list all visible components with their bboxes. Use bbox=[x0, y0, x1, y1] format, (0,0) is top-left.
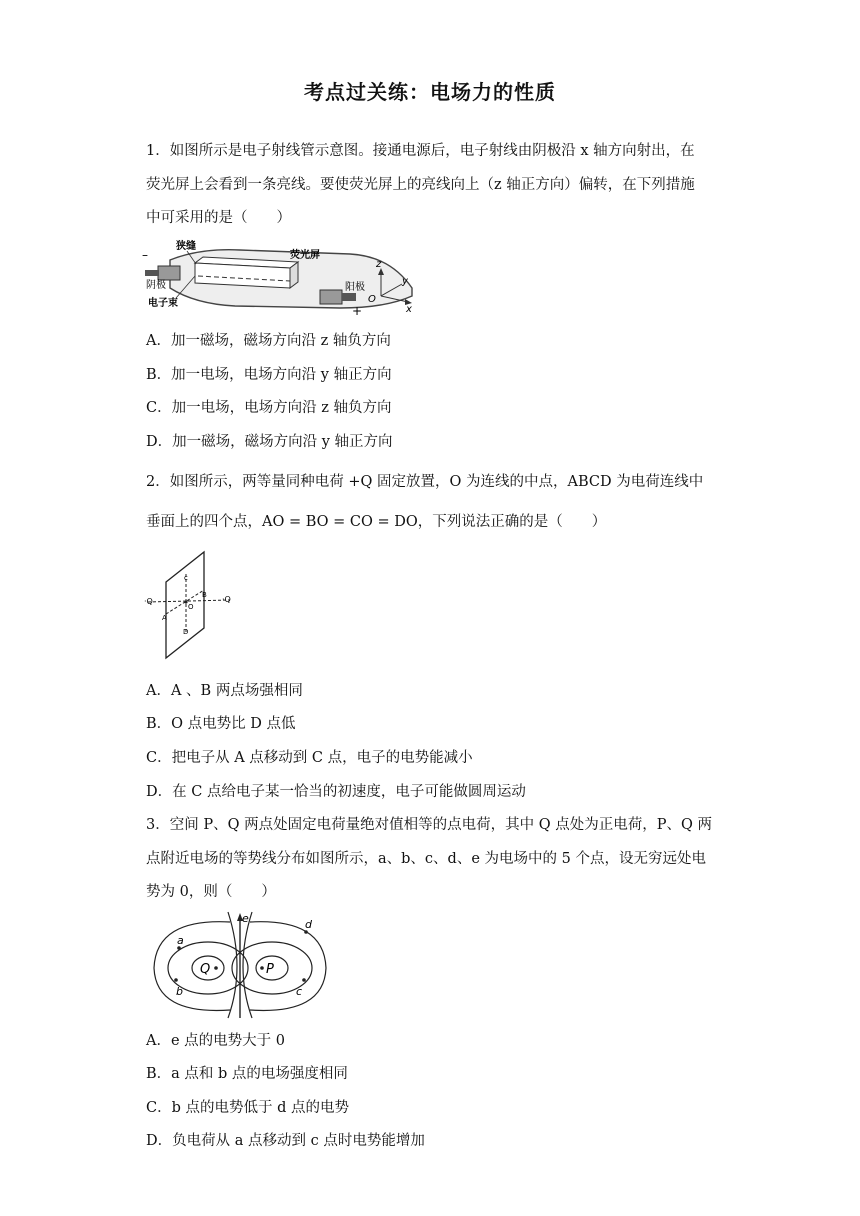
point-o-label: O bbox=[188, 603, 194, 611]
cathode-electrode bbox=[158, 266, 180, 280]
q2-option-b: B．O 点电势比 D 点低 bbox=[146, 716, 296, 732]
anode-label: 阳极 bbox=[345, 282, 365, 293]
q2-line-1: 2．如图所示，两等量同种电荷 +Q 固定放置，O 为连线的中点，ABCD 为电荷连线中 bbox=[146, 474, 704, 490]
z-axis-label: z bbox=[376, 259, 382, 270]
charge-q-label: Q bbox=[200, 962, 211, 977]
beam-label: 电子束 bbox=[148, 298, 178, 309]
q2-option-a: A．A 、B 两点场强相同 bbox=[146, 683, 303, 699]
point-e-label: e bbox=[242, 912, 249, 925]
q3-option-d: D．负电荷从 a 点移动到 c 点时电势能增加 bbox=[146, 1133, 425, 1149]
origin-label: O bbox=[368, 294, 376, 305]
q2-option-c: C．把电子从 A 点移动到 C 点，电子的电势能减小 bbox=[146, 750, 473, 766]
point-a-label: a bbox=[177, 934, 184, 947]
electron-tube-figure bbox=[140, 238, 430, 318]
q1-line-2: 荧光屏上会看到一条亮线。要使荧光屏上的亮线向上（z 轴正方向）偏转，在下列措施 bbox=[146, 177, 695, 193]
charge-q-right-label: ·Q bbox=[222, 595, 231, 604]
screen-label: 荧光屏 bbox=[290, 250, 320, 261]
q2-option-d: D．在 C 点给电子某一恰当的初速度，电子可能做圆周运动 bbox=[146, 784, 526, 800]
equipotential-figure bbox=[146, 910, 336, 1020]
point-c-label: c bbox=[184, 574, 188, 582]
q1-option-a: A．加一磁场，磁场方向沿 z 轴负方向 bbox=[146, 333, 391, 349]
point-a-label: A bbox=[162, 614, 167, 622]
q1-line-1: 1．如图所示是电子射线管示意图。接通电源后，电子射线由阴极沿 x 轴方向射出，在 bbox=[146, 143, 695, 159]
page-title: 考点过关练：电场力的性质 bbox=[304, 80, 556, 104]
q1-line-3: 中可采用的是（ ） bbox=[146, 210, 291, 226]
q3-line-1: 3．空间 P、Q 两点处固定电荷量绝对值相等的点电荷，其中 Q 点处为正电荷，P、Q 两 bbox=[146, 817, 712, 833]
charge-p-label: P bbox=[266, 962, 274, 977]
q3-line-3: 势为 0，则（ ） bbox=[146, 884, 276, 900]
plus-label: + bbox=[352, 304, 363, 318]
x-axis-label: x bbox=[406, 304, 412, 315]
y-axis-label: y bbox=[402, 276, 408, 287]
charges-plane-figure bbox=[140, 550, 240, 665]
q3-option-c: C．b 点的电势低于 d 点的电势 bbox=[146, 1100, 349, 1116]
q1-option-d: D．加一磁场，磁场方向沿 y 轴正方向 bbox=[146, 434, 393, 450]
point-b-label: B bbox=[202, 591, 207, 599]
cathode-label: 阴极 bbox=[146, 280, 166, 291]
q1-option-b: B．加一电场，电场方向沿 y 轴正方向 bbox=[146, 367, 392, 383]
charge-q-left-label: ·Q bbox=[144, 597, 153, 606]
slit-label: 狭缝 bbox=[176, 241, 196, 252]
point-b-label: b bbox=[176, 985, 183, 998]
point-d-label: D bbox=[183, 628, 189, 636]
q3-option-b: B．a 点和 b 点的电场强度相同 bbox=[146, 1066, 348, 1082]
point-c-label: c bbox=[296, 985, 303, 998]
q3-line-2: 点附近电场的等势线分布如图所示，a、b、c、d、e 为电场中的 5 个点，设无穷远处电 bbox=[146, 851, 706, 867]
anode-electrode bbox=[320, 290, 342, 304]
q1-option-c: C．加一电场，电场方向沿 z 轴负方向 bbox=[146, 400, 392, 416]
q3-option-a: A．e 点的电势大于 0 bbox=[146, 1033, 285, 1049]
minus-label: – bbox=[142, 248, 148, 262]
point-d-label: d bbox=[305, 918, 312, 931]
q2-line-2: 垂面上的四个点，AO = BO = CO = DO，下列说法正确的是（ ） bbox=[146, 514, 607, 530]
